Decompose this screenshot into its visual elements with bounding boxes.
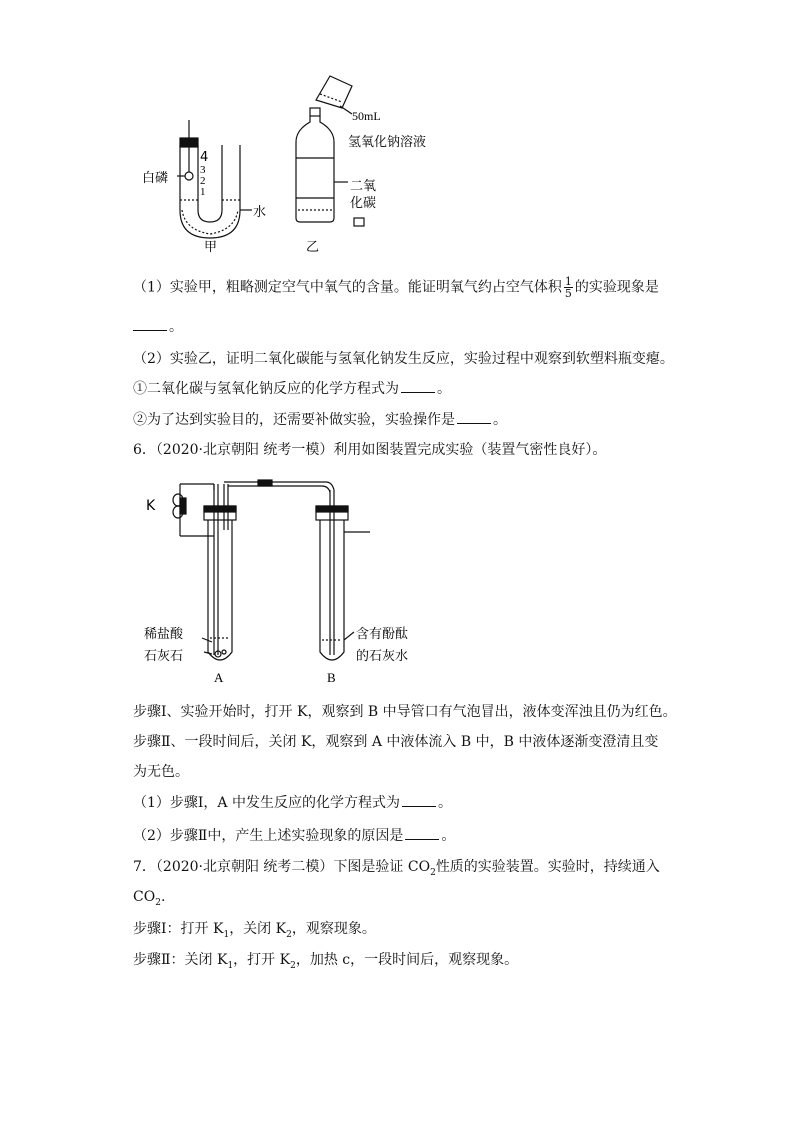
answer-blank[interactable] <box>402 794 436 807</box>
q7-step2-c: ，加热 c，一段时间后，观察现象。 <box>295 952 519 968</box>
q7-step2-sub2: 2 <box>290 960 296 971</box>
q7-step1-sub2: 2 <box>286 929 292 940</box>
label-yi: 乙 <box>306 240 320 255</box>
test-tube-b <box>320 520 344 660</box>
label-white-phosphorus: 白磷 <box>142 171 169 186</box>
q6-sub1-end: 。 <box>438 795 452 811</box>
q7-step1-c: ，观察现象。 <box>291 921 376 937</box>
label-co2-line2: 化碳 <box>350 196 377 211</box>
scale-4: 4 <box>200 150 209 165</box>
figure-q6-apparatus <box>140 470 440 690</box>
q7-line2-sub: 2 <box>155 897 161 908</box>
q7-step1 <box>133 920 376 944</box>
q6-step1: 步骤Ⅰ、实验开始时，打开 K，观察到 B 中导管口有气泡冒出，液体变浑浊且仍为红色。 <box>133 704 677 720</box>
q5-part1 <box>133 276 659 299</box>
scale-1: 1 <box>200 186 206 198</box>
q7-title-b: 性质的实验装置。实验时，持续通入 <box>435 859 660 875</box>
label-limewater-line2: 的石灰水 <box>356 649 409 664</box>
q6-sub2-text: （2）步骤Ⅱ中，产生上述实验现象的原因是 <box>133 828 404 844</box>
fraction-denominator: 5 <box>564 287 572 300</box>
label-co2-line1: 二氧 <box>350 179 377 194</box>
figure-jia-yi <box>130 70 440 260</box>
q6-sub2-end: 。 <box>441 828 456 844</box>
q5-part1-end: 。 <box>169 319 183 335</box>
q7-line2-a: CO <box>133 889 156 905</box>
q7-title-cont <box>133 888 165 912</box>
q6-sub1-text: （1）步骤Ⅰ，A 中发生反应的化学方程式为 <box>133 795 400 811</box>
answer-blank[interactable] <box>133 318 167 331</box>
scale-2: 2 <box>200 175 206 187</box>
q7-step1-sub1: 1 <box>223 929 230 940</box>
q5-sub1-end: 。 <box>437 381 451 397</box>
fraction-numerator: 1 <box>564 275 572 288</box>
label-limestone: 石灰石 <box>144 649 184 664</box>
q5-sub2 <box>133 411 507 429</box>
q7-step2 <box>133 951 518 975</box>
q7-step2-a: 步骤Ⅱ：关闭 K <box>133 952 228 968</box>
label-naoh: 氢氧化钠溶液 <box>348 135 427 150</box>
q5-part1-text-a: （1）实验甲，粗略测定空气中氧气的含量。能证明氧气约占空气体积 <box>133 279 562 296</box>
q5-sub1 <box>133 380 451 398</box>
label-hcl: 稀盐酸 <box>144 627 184 642</box>
answer-blank[interactable] <box>405 827 439 840</box>
answer-blank[interactable] <box>457 411 491 424</box>
q6-title: 6．（2020·北京朝阳 统考一模）利用如图装置完成实验（装置气密性良好）。 <box>133 442 607 458</box>
q5-part1-text-b: 的实验现象是 <box>574 279 659 296</box>
scale-3: 3 <box>200 164 206 176</box>
q7-title-a: 7．（2020·北京朝阳 统考二模）下图是验证 CO <box>133 859 431 875</box>
answer-blank[interactable] <box>401 380 435 393</box>
q7-step2-sub1: 1 <box>227 960 234 971</box>
q5-sub2-text: ②为了达到实验目的，还需要补做实验，实验操作是 <box>133 412 455 428</box>
q6-sub1 <box>133 794 452 812</box>
label-a: A <box>214 670 224 685</box>
q7-title-sub: 2 <box>430 867 436 878</box>
u-tube-apparatus <box>177 120 252 238</box>
q6-step2-cont: 为无色。 <box>133 764 189 780</box>
label-b: B <box>327 670 336 685</box>
label-limewater-line1: 含有酚酞 <box>356 627 409 642</box>
q5-part2: （2）实验乙，证明二氧化碳能与氢氧化钠发生反应，实验过程中观察到软塑料瓶变瘪。 <box>133 351 674 367</box>
q7-line2-b: . <box>160 889 166 905</box>
fraction-one-fifth <box>564 276 573 299</box>
label-volume: 50mL <box>352 109 381 123</box>
label-k: K <box>146 498 156 514</box>
q5-sub1-text: ①二氧化碳与氢氧化钠反应的化学方程式为 <box>133 381 399 397</box>
q5-part1-answer <box>133 318 183 336</box>
q6-sub2 <box>133 827 455 845</box>
q5-sub2-end: 。 <box>493 412 507 428</box>
label-jia: 甲 <box>204 240 218 255</box>
q7-step1-a: 步骤Ⅰ：打开 K <box>133 921 224 937</box>
q6-step2: 步骤Ⅱ、一段时间后，关闭 K，观察到 A 中液体流入 B 中，B 中液体逐渐变澄清且变 <box>133 734 659 750</box>
q7-title <box>133 858 660 882</box>
label-water: 水 <box>253 205 267 220</box>
q7-step2-b: ，打开 K <box>233 952 291 968</box>
test-tube-a <box>208 520 232 660</box>
q7-step1-b: ，关闭 K <box>229 921 287 937</box>
